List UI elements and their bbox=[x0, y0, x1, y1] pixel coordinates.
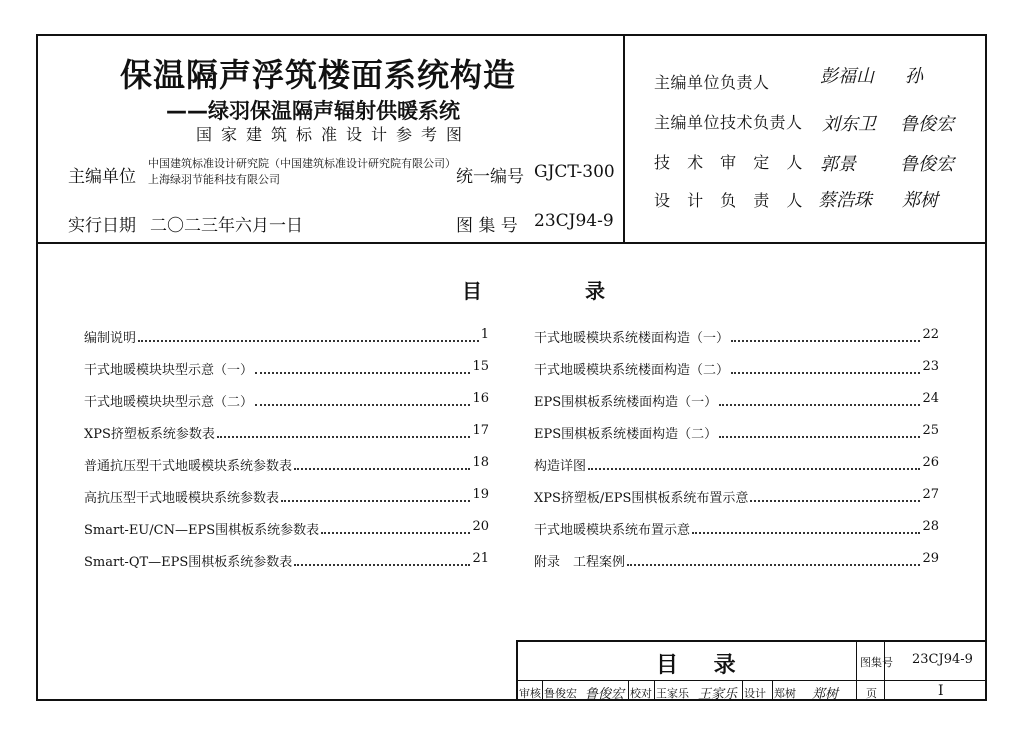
toc-entry[interactable] bbox=[84, 455, 489, 474]
code-label: 统一编号 bbox=[456, 167, 524, 187]
toc-entry[interactable] bbox=[84, 551, 489, 570]
toc-leader-dots bbox=[294, 455, 470, 470]
tb-drawing-name: 目 录 bbox=[656, 652, 750, 678]
tb-page-value: I bbox=[938, 683, 944, 699]
toc-entry[interactable] bbox=[84, 519, 489, 538]
tb-design-label: 设计 bbox=[744, 687, 766, 700]
tb-check-label: 校对 bbox=[630, 687, 652, 700]
toc-entry[interactable] bbox=[534, 423, 939, 442]
signature-3b: 鲁俊宏 bbox=[900, 154, 954, 175]
toc-entry-page: 22 bbox=[922, 327, 939, 342]
role-tech-chief: 主编单位技术负责人 bbox=[654, 113, 803, 132]
toc-leader-dots bbox=[588, 455, 920, 470]
tb-cell-rule bbox=[772, 681, 773, 701]
editor-label: 主编单位 bbox=[68, 167, 136, 187]
toc-entry-label: 附录 工程案例 bbox=[534, 555, 626, 570]
toc-entry[interactable] bbox=[84, 327, 489, 346]
toc-leader-dots bbox=[255, 359, 470, 374]
role-tech-reviewer: 技 术 审 定 人 bbox=[654, 153, 809, 172]
toc-entry-page: 28 bbox=[922, 519, 939, 534]
atlas-number-label: 图 集 号 bbox=[456, 216, 518, 236]
toc-entry-page: 19 bbox=[472, 487, 489, 502]
toc-entry-page: 29 bbox=[922, 551, 939, 566]
editor-line2: 上海绿羽节能科技有限公司 bbox=[148, 173, 280, 186]
atlas-caption: 国家建筑标准设计参考图 bbox=[196, 125, 472, 144]
role-design-lead: 设 计 负 责 人 bbox=[654, 191, 809, 210]
toc-leader-dots bbox=[731, 327, 920, 342]
toc-entry-page: 18 bbox=[472, 455, 489, 470]
toc-entry-label: EPS围棋板系统楼面构造（一） bbox=[534, 395, 718, 410]
toc-entry[interactable] bbox=[534, 327, 939, 346]
toc-entry-label: 干式地暖模块块型示意（二） bbox=[84, 395, 254, 410]
tb-col-rule-1 bbox=[856, 640, 857, 701]
tb-atlas-value: 23CJ94-9 bbox=[912, 652, 973, 667]
toc-title: 目 录 bbox=[462, 279, 653, 303]
signature-1b: 孙 bbox=[905, 66, 923, 87]
atlas-subtitle: ——绿羽保温隔声辐射供暖系统 bbox=[166, 99, 460, 123]
signature-2b: 鲁俊宏 bbox=[900, 114, 954, 135]
toc-entry-label: XPS挤塑板系统参数表 bbox=[84, 427, 215, 442]
tb-design-name: 郑树 bbox=[774, 687, 796, 700]
toc-entry-page: 17 bbox=[472, 423, 489, 438]
toc-entry[interactable] bbox=[534, 391, 939, 410]
toc-entry[interactable] bbox=[84, 423, 489, 442]
tb-page-label: 页 bbox=[866, 687, 877, 700]
tb-top-rule bbox=[516, 640, 987, 642]
toc-leader-dots bbox=[692, 519, 920, 534]
toc-entry-label: 普通抗压型干式地暖模块系统参数表 bbox=[84, 459, 293, 474]
signature-4a: 蔡浩珠 bbox=[818, 190, 872, 211]
toc-entry-label: 干式地暖模块系统布置示意 bbox=[534, 523, 691, 538]
toc-entry[interactable] bbox=[534, 487, 939, 506]
toc-leader-dots bbox=[750, 487, 920, 502]
code-value: GJCT-300 bbox=[534, 162, 615, 182]
signature-2a: 刘东卫 bbox=[822, 114, 876, 135]
atlas-number-value: 23CJ94-9 bbox=[534, 211, 614, 231]
tb-cell-rule bbox=[628, 681, 629, 701]
toc-leader-dots bbox=[731, 359, 920, 374]
toc-entry[interactable] bbox=[534, 359, 939, 378]
toc-leader-dots bbox=[255, 391, 470, 406]
tb-mid-rule bbox=[516, 680, 987, 681]
toc-entry-label: XPS挤塑板/EPS围棋板系统布置示意 bbox=[534, 491, 749, 506]
signature-3a: 郭景 bbox=[820, 154, 856, 175]
toc-leader-dots bbox=[294, 551, 470, 566]
toc-entry-label: EPS围棋板系统楼面构造（二） bbox=[534, 427, 718, 442]
toc-entry-page: 16 bbox=[472, 391, 489, 406]
toc-entry-page: 26 bbox=[922, 455, 939, 470]
toc-entry[interactable] bbox=[84, 359, 489, 378]
tb-check-sign: 王家乐 bbox=[698, 687, 738, 702]
toc-entry[interactable] bbox=[534, 551, 939, 570]
role-chief-editor: 主编单位负责人 bbox=[654, 73, 770, 92]
toc-entry-label: 干式地暖模块系统楼面构造（一） bbox=[534, 331, 730, 346]
atlas-title: 保温隔声浮筑楼面系统构造 bbox=[120, 56, 517, 94]
toc-entry-label: 干式地暖模块系统楼面构造（二） bbox=[534, 363, 730, 378]
signature-1a: 彭福山 bbox=[820, 66, 874, 87]
toc-entry-label: Smart-QT—EPS围棋板系统参数表 bbox=[84, 555, 293, 570]
tb-cell-rule bbox=[742, 681, 743, 701]
toc-leader-dots bbox=[217, 423, 471, 438]
tb-left-rule bbox=[516, 640, 518, 701]
toc-entry-label: 编制说明 bbox=[84, 331, 137, 346]
tb-cell-rule bbox=[654, 681, 655, 701]
toc-entry-page: 21 bbox=[472, 551, 489, 566]
toc-entry-page: 27 bbox=[922, 487, 939, 502]
tb-atlas-label: 图集号 bbox=[860, 656, 893, 669]
tb-cell-rule bbox=[542, 681, 543, 701]
signature-4b: 郑树 bbox=[902, 190, 938, 211]
toc-entry[interactable] bbox=[534, 455, 939, 474]
tb-review-sign: 鲁俊宏 bbox=[585, 687, 625, 702]
toc-leader-dots bbox=[321, 519, 470, 534]
tb-review-label: 审核 bbox=[519, 687, 541, 700]
toc-entry-page: 20 bbox=[472, 519, 489, 534]
toc-entry-label: 干式地暖模块块型示意（一） bbox=[84, 363, 254, 378]
toc-leader-dots bbox=[719, 423, 920, 438]
date-value: 二〇二三年六月一日 bbox=[150, 216, 303, 236]
editor-line1: 中国建筑标准设计研究院（中国建筑标准设计研究院有限公司） bbox=[148, 157, 456, 170]
toc-leader-dots bbox=[719, 391, 920, 406]
toc-entry[interactable] bbox=[84, 391, 489, 410]
toc-entry-label: 高抗压型干式地暖模块系统参数表 bbox=[84, 491, 280, 506]
tb-check-name: 王家乐 bbox=[656, 687, 689, 700]
tb-col-rule-2 bbox=[884, 640, 885, 701]
header-bottom-rule bbox=[36, 242, 987, 244]
header-divider bbox=[623, 34, 625, 243]
toc-entry-label: Smart-EU/CN—EPS围棋板系统参数表 bbox=[84, 523, 320, 538]
date-label: 实行日期 bbox=[68, 216, 136, 236]
toc-leader-dots bbox=[281, 487, 470, 502]
toc-entry[interactable] bbox=[534, 519, 939, 538]
toc-entry-page: 25 bbox=[922, 423, 939, 438]
toc-entry-page: 1 bbox=[480, 327, 489, 342]
toc-entry-page: 23 bbox=[922, 359, 939, 374]
tb-review-name: 鲁俊宏 bbox=[544, 687, 577, 700]
tb-design-sign: 郑树 bbox=[812, 687, 839, 702]
toc-entry-label: 构造详图 bbox=[534, 459, 587, 474]
toc-entry-page: 15 bbox=[472, 359, 489, 374]
toc-leader-dots bbox=[138, 327, 479, 342]
toc-entry[interactable] bbox=[84, 487, 489, 506]
toc-entry-page: 24 bbox=[922, 391, 939, 406]
toc-leader-dots bbox=[627, 551, 920, 566]
